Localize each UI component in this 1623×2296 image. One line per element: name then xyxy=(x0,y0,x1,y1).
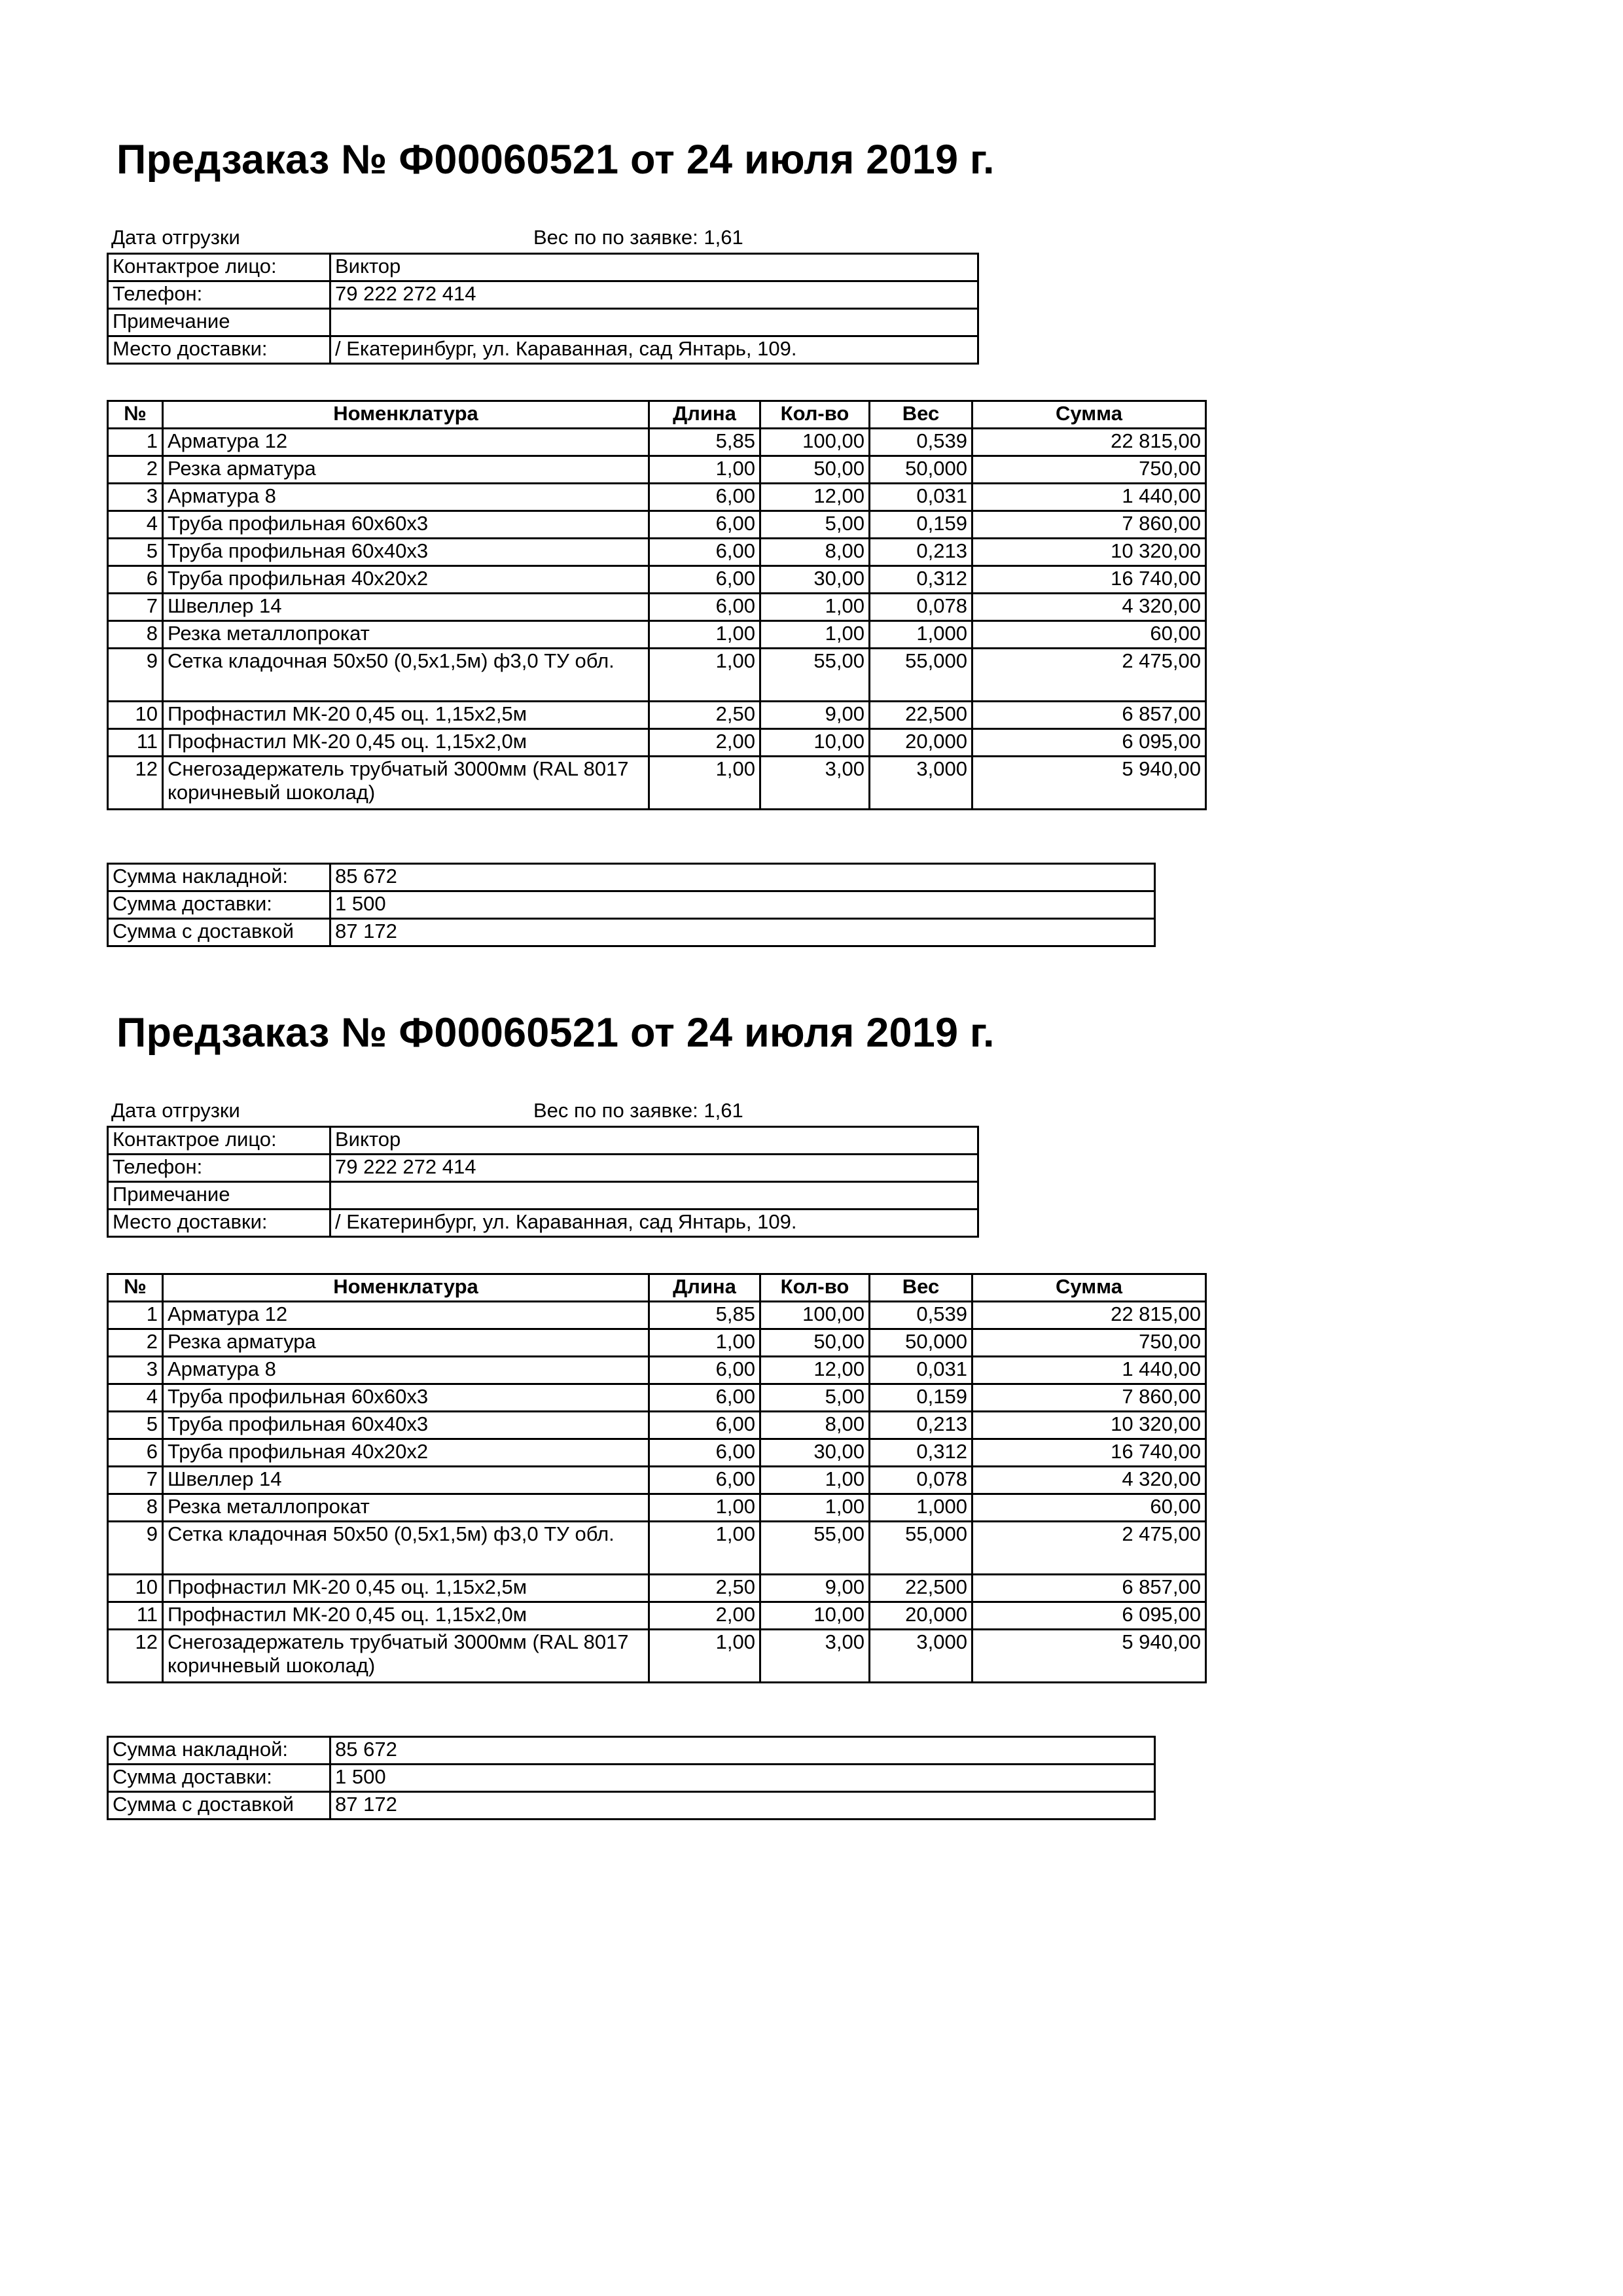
row-sum: 60,00 xyxy=(972,621,1206,649)
row-length: 2,50 xyxy=(649,1575,760,1602)
totals-row xyxy=(108,891,1155,919)
row-name: Арматура 12 xyxy=(163,429,649,456)
info-value: / Екатеринбург, ул. Караванная, сад Янтарь, 109. xyxy=(330,1210,978,1237)
row-sum: 7 860,00 xyxy=(972,1384,1206,1412)
info-table xyxy=(107,253,979,365)
row-name: Резка металлопрокат xyxy=(163,1494,649,1522)
row-sum: 6 857,00 xyxy=(972,1575,1206,1602)
table-row xyxy=(108,1467,1206,1494)
totals-label: Сумма с доставкой xyxy=(108,919,330,946)
row-number: 8 xyxy=(108,1494,163,1522)
items-table xyxy=(107,400,1207,810)
row-number: 6 xyxy=(108,566,163,594)
row-quantity: 9,00 xyxy=(760,702,870,729)
row-name: Арматура 8 xyxy=(163,484,649,511)
totals-row xyxy=(108,864,1155,891)
row-sum: 6 857,00 xyxy=(972,702,1206,729)
totals-row xyxy=(108,1737,1155,1765)
info-value: 79 222 272 414 xyxy=(330,281,978,309)
totals-label: Сумма с доставкой xyxy=(108,1792,330,1820)
row-number: 11 xyxy=(108,1602,163,1630)
row-weight: 0,159 xyxy=(870,511,972,539)
row-weight: 0,312 xyxy=(870,1439,972,1467)
row-number: 12 xyxy=(108,1630,163,1683)
table-row xyxy=(108,566,1206,594)
table-row xyxy=(108,729,1206,757)
totals-row xyxy=(108,1792,1155,1820)
row-quantity: 3,00 xyxy=(760,1630,870,1683)
row-weight: 55,000 xyxy=(870,1522,972,1575)
row-weight: 0,213 xyxy=(870,1412,972,1439)
info-label: Телефон: xyxy=(108,1155,330,1182)
row-sum: 4 320,00 xyxy=(972,1467,1206,1494)
row-weight: 22,500 xyxy=(870,1575,972,1602)
row-weight: 55,000 xyxy=(870,649,972,702)
info-value: / Екатеринбург, ул. Караванная, сад Янтарь, 109. xyxy=(330,336,978,364)
totals-value: 85 672 xyxy=(330,1737,1155,1765)
column-header: Кол-во xyxy=(760,1274,870,1302)
row-sum: 22 815,00 xyxy=(972,429,1206,456)
row-sum: 7 860,00 xyxy=(972,511,1206,539)
row-quantity: 8,00 xyxy=(760,1412,870,1439)
row-length: 1,00 xyxy=(649,649,760,702)
totals-row xyxy=(108,919,1155,946)
row-sum: 16 740,00 xyxy=(972,566,1206,594)
row-length: 1,00 xyxy=(649,1522,760,1575)
row-length: 6,00 xyxy=(649,566,760,594)
info-row xyxy=(108,336,978,364)
row-weight: 20,000 xyxy=(870,1602,972,1630)
table-row xyxy=(108,649,1206,702)
table-row xyxy=(108,1384,1206,1412)
row-quantity: 5,00 xyxy=(760,1384,870,1412)
row-name: Профнастил МК-20 0,45 оц. 1,15х2,5м xyxy=(163,1575,649,1602)
row-length: 6,00 xyxy=(649,1384,760,1412)
row-length: 6,00 xyxy=(649,1412,760,1439)
info-value: Виктор xyxy=(330,254,978,281)
row-weight: 3,000 xyxy=(870,757,972,810)
row-weight: 1,000 xyxy=(870,621,972,649)
row-name: Труба профильная 60х60х3 xyxy=(163,1384,649,1412)
info-label: Место доставки: xyxy=(108,1210,330,1237)
row-name: Сетка кладочная 50х50 (0,5х1,5м) ф3,0 ТУ обл. xyxy=(163,1522,649,1575)
info-label: Телефон: xyxy=(108,281,330,309)
row-sum: 750,00 xyxy=(972,1329,1206,1357)
table-row xyxy=(108,1357,1206,1384)
info-label: Контактрое лицо: xyxy=(108,1127,330,1155)
column-header: Длина xyxy=(649,401,760,429)
totals-value: 85 672 xyxy=(330,864,1155,891)
row-length: 1,00 xyxy=(649,757,760,810)
row-sum: 4 320,00 xyxy=(972,594,1206,621)
row-weight: 0,031 xyxy=(870,484,972,511)
row-quantity: 55,00 xyxy=(760,649,870,702)
row-name: Профнастил МК-20 0,45 оц. 1,15х2,5м xyxy=(163,702,649,729)
row-quantity: 3,00 xyxy=(760,757,870,810)
info-row xyxy=(108,309,978,336)
row-quantity: 12,00 xyxy=(760,1357,870,1384)
table-row xyxy=(108,429,1206,456)
row-number: 6 xyxy=(108,1439,163,1467)
row-number: 9 xyxy=(108,649,163,702)
row-quantity: 50,00 xyxy=(760,456,870,484)
row-name: Труба профильная 40х20х2 xyxy=(163,1439,649,1467)
row-sum: 750,00 xyxy=(972,456,1206,484)
row-number: 8 xyxy=(108,621,163,649)
totals-table xyxy=(107,863,1156,947)
column-header: Длина xyxy=(649,1274,760,1302)
row-name: Профнастил МК-20 0,45 оц. 1,15х2,0м xyxy=(163,729,649,757)
row-weight: 0,078 xyxy=(870,1467,972,1494)
totals-label: Сумма доставки: xyxy=(108,1765,330,1792)
row-sum: 10 320,00 xyxy=(972,539,1206,566)
row-number: 7 xyxy=(108,594,163,621)
row-sum: 5 940,00 xyxy=(972,1630,1206,1683)
row-sum: 5 940,00 xyxy=(972,757,1206,810)
row-number: 1 xyxy=(108,1302,163,1329)
column-header: Номенклатура xyxy=(163,1274,649,1302)
row-length: 2,50 xyxy=(649,702,760,729)
column-header: Номенклатура xyxy=(163,401,649,429)
row-weight: 22,500 xyxy=(870,702,972,729)
info-value xyxy=(330,1182,978,1210)
row-number: 10 xyxy=(108,1575,163,1602)
table-row xyxy=(108,1630,1206,1683)
info-value: 79 222 272 414 xyxy=(330,1155,978,1182)
weight-label: Вес по по заявке: 1,61 xyxy=(533,1099,743,1122)
info-row xyxy=(108,1155,978,1182)
order-title: Предзаказ № Ф00060521 от 24 июля 2019 г. xyxy=(116,1010,995,1056)
column-header: Вес xyxy=(870,1274,972,1302)
totals-label: Сумма накладной: xyxy=(108,1737,330,1765)
row-quantity: 10,00 xyxy=(760,1602,870,1630)
row-name: Резка металлопрокат xyxy=(163,621,649,649)
totals-value: 87 172 xyxy=(330,1792,1155,1820)
row-number: 2 xyxy=(108,456,163,484)
table-row xyxy=(108,1602,1206,1630)
row-weight: 0,078 xyxy=(870,594,972,621)
row-weight: 50,000 xyxy=(870,456,972,484)
row-name: Арматура 12 xyxy=(163,1302,649,1329)
weight-label: Вес по по заявке: 1,61 xyxy=(533,226,743,249)
row-quantity: 100,00 xyxy=(760,429,870,456)
row-length: 2,00 xyxy=(649,729,760,757)
info-label: Примечание xyxy=(108,309,330,336)
row-name: Снегозадержатель трубчатый 3000мм (RAL 8017 коричневый шоколад) xyxy=(163,757,649,810)
row-name: Профнастил МК-20 0,45 оц. 1,15х2,0м xyxy=(163,1602,649,1630)
row-number: 1 xyxy=(108,429,163,456)
row-weight: 20,000 xyxy=(870,729,972,757)
row-sum: 6 095,00 xyxy=(972,1602,1206,1630)
row-length: 1,00 xyxy=(649,1494,760,1522)
row-weight: 0,312 xyxy=(870,566,972,594)
row-length: 6,00 xyxy=(649,1357,760,1384)
row-weight: 0,539 xyxy=(870,429,972,456)
row-sum: 2 475,00 xyxy=(972,649,1206,702)
info-row xyxy=(108,1127,978,1155)
row-quantity: 1,00 xyxy=(760,621,870,649)
row-quantity: 12,00 xyxy=(760,484,870,511)
items-table xyxy=(107,1273,1207,1683)
row-quantity: 30,00 xyxy=(760,1439,870,1467)
row-number: 5 xyxy=(108,539,163,566)
table-row xyxy=(108,539,1206,566)
row-name: Сетка кладочная 50х50 (0,5х1,5м) ф3,0 ТУ обл. xyxy=(163,649,649,702)
row-weight: 1,000 xyxy=(870,1494,972,1522)
row-name: Арматура 8 xyxy=(163,1357,649,1384)
table-row xyxy=(108,1412,1206,1439)
row-weight: 0,031 xyxy=(870,1357,972,1384)
row-length: 5,85 xyxy=(649,429,760,456)
info-table xyxy=(107,1126,979,1238)
row-sum: 1 440,00 xyxy=(972,1357,1206,1384)
row-number: 4 xyxy=(108,511,163,539)
row-quantity: 50,00 xyxy=(760,1329,870,1357)
ship-date-label: Дата отгрузки xyxy=(111,226,240,249)
column-header: № xyxy=(108,1274,163,1302)
row-length: 6,00 xyxy=(649,1439,760,1467)
row-name: Швеллер 14 xyxy=(163,594,649,621)
row-name: Швеллер 14 xyxy=(163,1467,649,1494)
row-number: 2 xyxy=(108,1329,163,1357)
table-row xyxy=(108,757,1206,810)
row-quantity: 9,00 xyxy=(760,1575,870,1602)
row-sum: 6 095,00 xyxy=(972,729,1206,757)
row-sum: 10 320,00 xyxy=(972,1412,1206,1439)
table-row xyxy=(108,456,1206,484)
row-sum: 16 740,00 xyxy=(972,1439,1206,1467)
row-length: 1,00 xyxy=(649,456,760,484)
row-length: 6,00 xyxy=(649,594,760,621)
info-label: Место доставки: xyxy=(108,336,330,364)
table-row xyxy=(108,1575,1206,1602)
items-header-row xyxy=(108,1274,1206,1302)
row-number: 5 xyxy=(108,1412,163,1439)
row-length: 6,00 xyxy=(649,539,760,566)
column-header: Сумма xyxy=(972,1274,1206,1302)
row-weight: 0,539 xyxy=(870,1302,972,1329)
ship-date-label: Дата отгрузки xyxy=(111,1099,240,1122)
info-row xyxy=(108,1182,978,1210)
info-row xyxy=(108,281,978,309)
row-name: Резка арматура xyxy=(163,456,649,484)
order-title: Предзаказ № Ф00060521 от 24 июля 2019 г. xyxy=(116,137,995,183)
info-label: Примечание xyxy=(108,1182,330,1210)
totals-value: 1 500 xyxy=(330,891,1155,919)
row-number: 3 xyxy=(108,1357,163,1384)
info-row xyxy=(108,254,978,281)
column-header: Кол-во xyxy=(760,401,870,429)
row-name: Труба профильная 60х40х3 xyxy=(163,539,649,566)
row-sum: 2 475,00 xyxy=(972,1522,1206,1575)
row-length: 1,00 xyxy=(649,621,760,649)
totals-label: Сумма доставки: xyxy=(108,891,330,919)
row-length: 5,85 xyxy=(649,1302,760,1329)
totals-value: 87 172 xyxy=(330,919,1155,946)
row-quantity: 55,00 xyxy=(760,1522,870,1575)
table-row xyxy=(108,621,1206,649)
info-row xyxy=(108,1210,978,1237)
column-header: Сумма xyxy=(972,401,1206,429)
table-row xyxy=(108,1302,1206,1329)
table-row xyxy=(108,1439,1206,1467)
table-row xyxy=(108,594,1206,621)
row-length: 6,00 xyxy=(649,511,760,539)
row-quantity: 100,00 xyxy=(760,1302,870,1329)
row-weight: 3,000 xyxy=(870,1630,972,1683)
row-quantity: 8,00 xyxy=(760,539,870,566)
totals-value: 1 500 xyxy=(330,1765,1155,1792)
row-name: Резка арматура xyxy=(163,1329,649,1357)
row-sum: 60,00 xyxy=(972,1494,1206,1522)
row-weight: 0,213 xyxy=(870,539,972,566)
info-label: Контактрое лицо: xyxy=(108,254,330,281)
row-weight: 0,159 xyxy=(870,1384,972,1412)
totals-label: Сумма накладной: xyxy=(108,864,330,891)
table-row xyxy=(108,484,1206,511)
row-length: 2,00 xyxy=(649,1602,760,1630)
row-length: 6,00 xyxy=(649,484,760,511)
totals-row xyxy=(108,1765,1155,1792)
row-weight: 50,000 xyxy=(870,1329,972,1357)
table-row xyxy=(108,1494,1206,1522)
row-number: 3 xyxy=(108,484,163,511)
table-row xyxy=(108,1329,1206,1357)
row-quantity: 1,00 xyxy=(760,1494,870,1522)
column-header: Вес xyxy=(870,401,972,429)
totals-table xyxy=(107,1736,1156,1820)
row-quantity: 10,00 xyxy=(760,729,870,757)
row-number: 7 xyxy=(108,1467,163,1494)
row-quantity: 30,00 xyxy=(760,566,870,594)
info-value: Виктор xyxy=(330,1127,978,1155)
row-number: 12 xyxy=(108,757,163,810)
row-name: Труба профильная 60х60х3 xyxy=(163,511,649,539)
table-row xyxy=(108,1522,1206,1575)
row-quantity: 5,00 xyxy=(760,511,870,539)
items-header-row xyxy=(108,401,1206,429)
row-name: Труба профильная 40х20х2 xyxy=(163,566,649,594)
table-row xyxy=(108,511,1206,539)
row-number: 4 xyxy=(108,1384,163,1412)
row-number: 9 xyxy=(108,1522,163,1575)
row-name: Труба профильная 60х40х3 xyxy=(163,1412,649,1439)
row-length: 6,00 xyxy=(649,1467,760,1494)
info-value xyxy=(330,309,978,336)
row-name: Снегозадержатель трубчатый 3000мм (RAL 8017 коричневый шоколад) xyxy=(163,1630,649,1683)
row-length: 1,00 xyxy=(649,1329,760,1357)
row-quantity: 1,00 xyxy=(760,1467,870,1494)
row-length: 1,00 xyxy=(649,1630,760,1683)
row-number: 11 xyxy=(108,729,163,757)
table-row xyxy=(108,702,1206,729)
column-header: № xyxy=(108,401,163,429)
row-number: 10 xyxy=(108,702,163,729)
row-sum: 22 815,00 xyxy=(972,1302,1206,1329)
row-quantity: 1,00 xyxy=(760,594,870,621)
row-sum: 1 440,00 xyxy=(972,484,1206,511)
